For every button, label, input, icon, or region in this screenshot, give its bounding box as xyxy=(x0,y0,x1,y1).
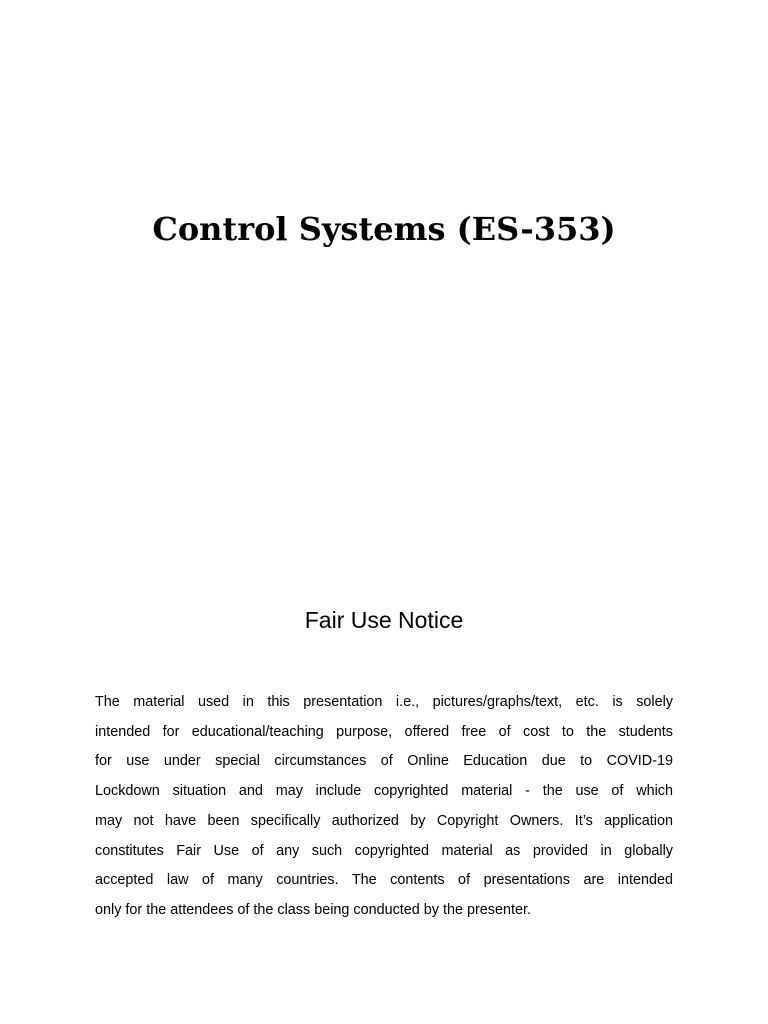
notice-line: constitutes Fair Use of any such copyrighted material as provided in globally xyxy=(95,842,673,859)
notice-line: may not have been specifically authorized by Copyright Owners. It’s application xyxy=(95,812,673,829)
fair-use-notice-heading: Fair Use Notice xyxy=(304,607,464,633)
document-title: Control Systems (ES-353) xyxy=(152,210,616,248)
notice-line: only for the attendees of the class being conducted by the presenter. xyxy=(95,901,532,918)
notice-line: for use under special circumstances of Online Education due to COVID-19 xyxy=(95,753,673,770)
fair-use-notice-body xyxy=(95,688,673,926)
notice-line: intended for educational/teaching purpose, offered free of cost to the students xyxy=(95,723,673,740)
notice-line: Lockdown situation and may include copyrighted material - the use of which xyxy=(95,783,673,800)
notice-line: The material used in this presentation i.e., pictures/graphs/text, etc. is solely xyxy=(95,694,673,710)
notice-line: accepted law of many countries. The contents of presentations are intended xyxy=(95,872,673,889)
